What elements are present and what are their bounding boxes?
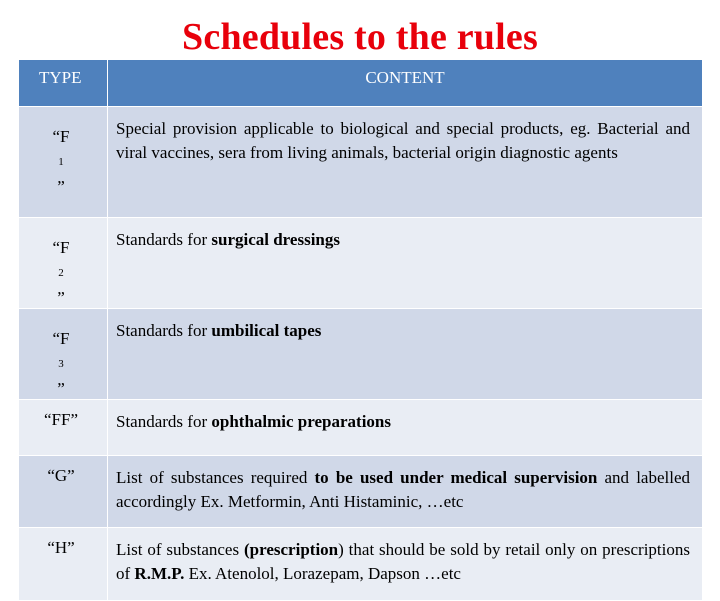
page-title: Schedules to the rules	[182, 16, 538, 58]
table-row	[19, 107, 703, 218]
table-row	[19, 309, 703, 400]
content-cell: Standards for surgical dressings	[108, 218, 703, 309]
content-cell: Special provision applicable to biological and special products, eg. Bacterial and viral vaccines, sera from living animals, bacterial origin diagnostic agents	[108, 107, 703, 218]
type-label: “F $_3$ ”	[52, 329, 70, 398]
type-cell	[19, 309, 108, 400]
table-row	[19, 528, 703, 601]
table-row	[19, 456, 703, 528]
table-row	[19, 400, 703, 456]
column-header-type	[19, 60, 108, 107]
table-header-row	[19, 60, 703, 107]
content-cell: Standards for ophthalmic preparations	[108, 400, 703, 456]
type-label: “G”	[47, 466, 75, 485]
type-cell	[19, 456, 108, 528]
column-header-content	[108, 60, 703, 107]
type-label: “F $_1$ ”	[52, 127, 70, 196]
table-row	[19, 218, 703, 309]
content-cell: List of substances required to be used under medical supervision and labelled accordingly Ex. Metformin, Anti Histaminic, …etc	[108, 456, 703, 528]
type-cell	[19, 218, 108, 309]
content-cell: Standards for umbilical tapes	[108, 309, 703, 400]
schedules-table	[18, 59, 703, 601]
type-label: “H”	[47, 538, 75, 557]
column-header-content-label: CONTENT	[365, 68, 445, 87]
type-label: “F $_2$ ”	[52, 238, 70, 307]
content-cell: List of substances (prescription) that should be sold by retail only on prescriptions of R.M.P. Ex. Atenolol, Lorazepam, Dapson …etc	[108, 528, 703, 601]
type-cell	[19, 400, 108, 456]
type-cell	[19, 107, 108, 218]
type-label: “FF”	[44, 410, 78, 429]
column-header-type-label: TYPE	[39, 68, 82, 87]
type-cell	[19, 528, 108, 601]
